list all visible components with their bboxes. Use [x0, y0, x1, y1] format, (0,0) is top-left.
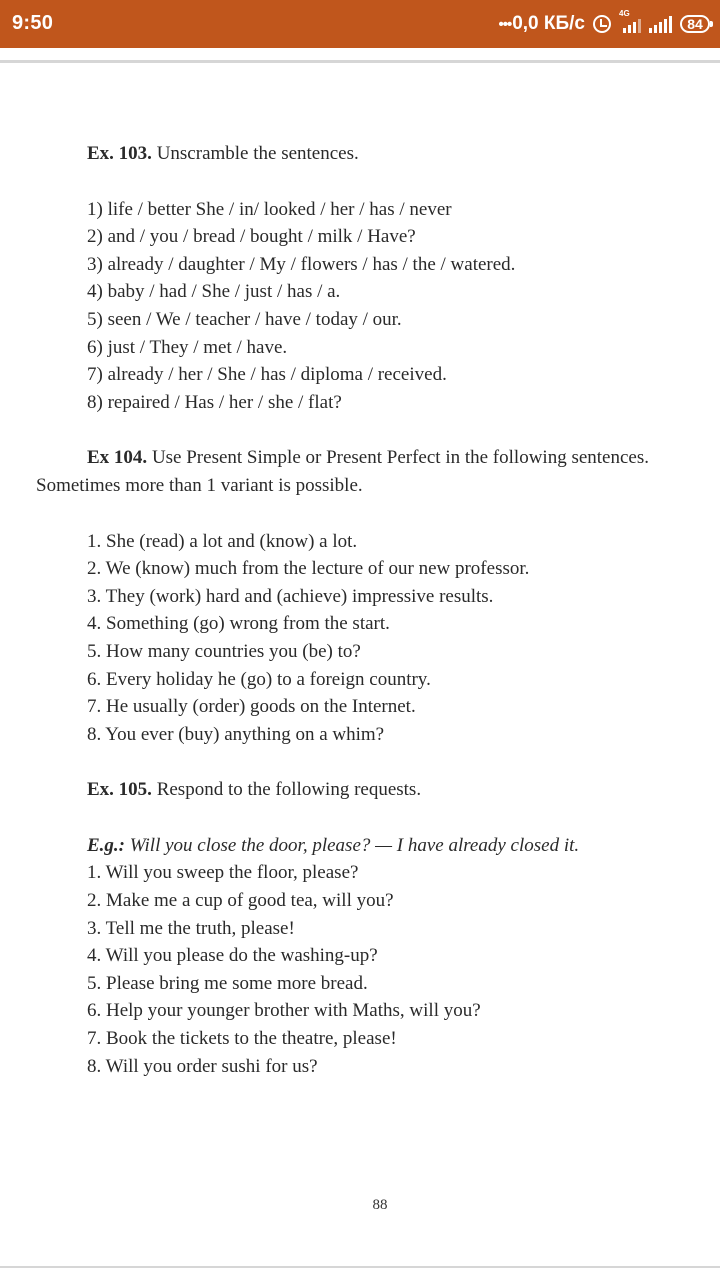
ex104-instruction: Use Present Simple or Present Perfect in the following sentences.	[151, 447, 649, 469]
document-page[interactable]	[0, 140, 720, 1080]
list-item: 1. She (read) a lot and (know) a lot.	[87, 530, 358, 552]
status-indicators	[498, 10, 710, 38]
ex103-heading	[0, 140, 720, 168]
ex105-list	[0, 859, 720, 1080]
ex104-number: Ex 104.	[87, 447, 148, 469]
list-item: 5. Please bring me some more bread.	[87, 972, 368, 994]
list-item: 6) just / They / met / have.	[87, 336, 288, 358]
list-item: 6. Help your younger brother with Maths, will you?	[87, 1000, 481, 1022]
signal-4g-icon	[619, 9, 641, 33]
list-item: 7. Book the tickets to the theatre, please!	[87, 1028, 397, 1050]
list-item: 2) and / you / bread / bought / milk / Have?	[87, 226, 416, 248]
ex104-heading	[0, 444, 720, 472]
network-speed-value: 0,0 КБ/с	[512, 13, 585, 34]
list-item: 8. You ever (buy) anything on a whim?	[87, 723, 385, 745]
list-item: 4) baby / had / She / just / has / a.	[87, 281, 341, 303]
ex103-number: Ex. 103.	[87, 143, 152, 164]
ex105-example	[0, 832, 720, 860]
list-item: 3) already / daughter / My / flowers / has / the / watered.	[87, 253, 516, 275]
list-item: 6. Every holiday he (go) to a foreign country.	[87, 668, 431, 690]
list-item: 4. Will you please do the washing-up?	[87, 945, 378, 967]
signal-4g-label: 4G	[619, 9, 630, 18]
list-item: 5. How many countries you (be) to?	[87, 640, 361, 662]
alarm-clock-icon	[593, 15, 611, 33]
ex105-instruction: Respond to the following requests.	[156, 779, 422, 801]
signal-strength-icon	[649, 15, 672, 33]
top-divider	[0, 60, 720, 63]
list-item: 4. Something (go) wrong from the start.	[87, 613, 390, 635]
ex103-list	[0, 196, 720, 417]
list-item: 1) life / better She / in/ looked / her / has / never	[87, 198, 452, 220]
list-item: 3. Tell me the truth, please!	[87, 917, 295, 939]
list-item: 1. Will you sweep the floor, please?	[87, 862, 359, 884]
battery-icon: 84	[680, 15, 710, 33]
list-item: 7. He usually (order) goods on the Internet.	[87, 696, 416, 718]
network-speed	[498, 13, 585, 35]
example-text: Will you close the door, please? — I have already closed it.	[129, 834, 580, 856]
ex103-instruction: Unscramble the sentences.	[156, 143, 359, 164]
list-item: 2. Make me a cup of good tea, will you?	[87, 890, 394, 912]
status-time: 9:50	[12, 12, 54, 34]
list-item: 8) repaired / Has / her / she / flat?	[87, 391, 342, 413]
ex105-heading	[0, 776, 720, 804]
example-label: E.g.:	[87, 834, 125, 856]
page-number: 88	[372, 1197, 388, 1213]
bottom-divider	[0, 1266, 720, 1268]
status-bar	[0, 0, 720, 48]
list-item: 2. We (know) much from the lecture of our new professor.	[87, 558, 530, 580]
dots-icon: •••	[498, 16, 512, 33]
list-item: 7) already / her / She / has / diploma / received.	[87, 364, 447, 386]
list-item: 8. Will you order sushi for us?	[87, 1055, 318, 1077]
ex104-instruction-continued: Sometimes more than 1 variant is possible.	[36, 474, 363, 496]
ex105-number: Ex. 105.	[87, 779, 152, 801]
ex104-list	[0, 528, 720, 749]
list-item: 5) seen / We / teacher / have / today / our.	[87, 308, 402, 330]
list-item: 3. They (work) hard and (achieve) impressive results.	[87, 585, 494, 607]
